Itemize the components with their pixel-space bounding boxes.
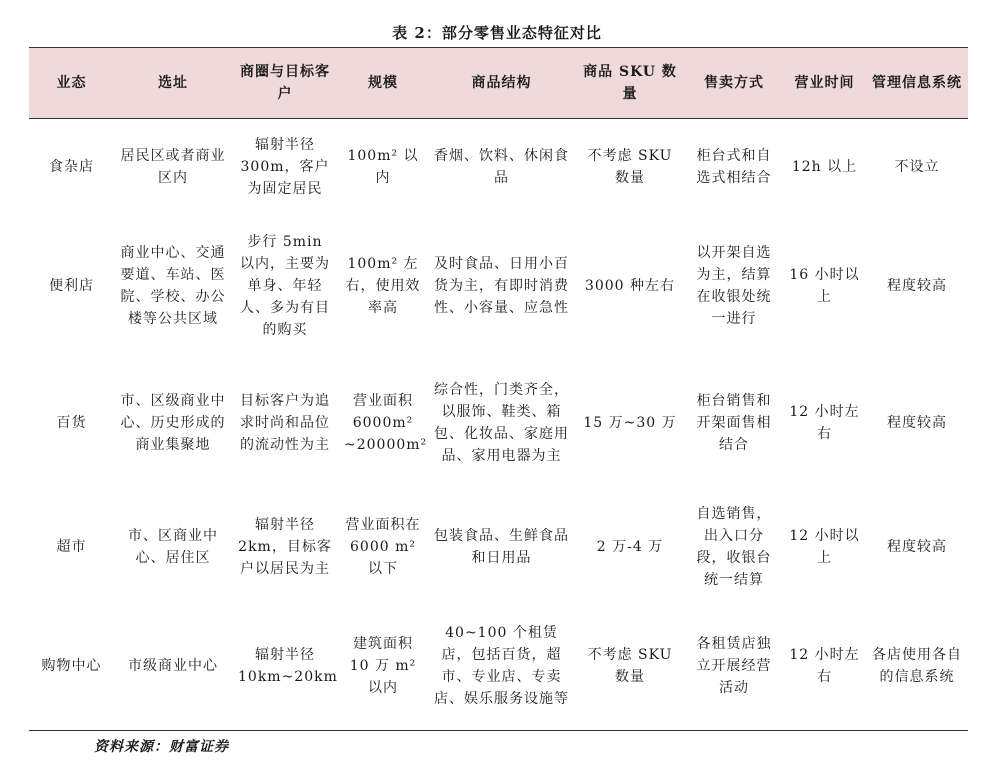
retail-format-table [29, 47, 968, 731]
table-row [29, 603, 968, 731]
cell-products: 包装食品、生鲜食品和日用品 [434, 527, 569, 566]
header-scale: 规模 [338, 48, 428, 119]
cell-mis: 程度较高 [887, 538, 947, 555]
cell-sales-method: 柜台式和自选式相结合 [696, 148, 772, 187]
cell-products: 及时食品、日用小百货为主，有即时消费性、小容量、应急性 [434, 255, 569, 316]
cell-hours: 12 小时以上 [789, 527, 860, 566]
cell-hours: 12h 以上 [791, 159, 858, 176]
cell-sales-method: 以开架自选为主，结算在收银处统一进行 [696, 244, 772, 327]
cell-products: 综合性，门类齐全，以服饰、鞋类、箱包、化妆品、家庭用品、家用电器为主 [434, 382, 569, 464]
table-row [29, 119, 968, 216]
cell-type: 百货 [56, 415, 87, 431]
cell-location: 商业中心、交通要道、车站、医院、学校、办公楼等公共区域 [120, 244, 226, 327]
cell-type: 食杂店 [49, 159, 94, 176]
cell-hours: 16 小时以上 [789, 266, 860, 305]
cell-trade-area: 步行 5min 以内，主要为单身、年轻人、多为有目的购买 [240, 233, 330, 338]
cell-sales-method: 自选销售，出入口分段，收银台统一结算 [696, 505, 772, 588]
cell-sku: 3000 种左右 [584, 277, 676, 294]
cell-scale: 营业面积在 6000 m² 以下 [345, 516, 421, 577]
table-row [29, 356, 968, 491]
cell-trade-area: 辐射半径 300m，客户为固定居民 [240, 137, 330, 198]
cell-type: 购物中心 [29, 603, 114, 731]
table-title: 表 2：部分零售业态特征对比 [392, 24, 602, 42]
cell-products: 40~100 个租赁店，包括百货，超市、专业店、专卖店、娱乐服务设施等 [428, 603, 575, 731]
cell-products: 香烟、饮料、休闲食品 [434, 148, 569, 187]
header-sku: 商品 SKU 数量 [575, 48, 685, 119]
cell-sku: 不考虑 SKU 数量 [587, 148, 673, 187]
cell-scale: 建筑面积 10 万 m² 以内 [338, 603, 428, 731]
header-location: 选址 [114, 48, 232, 119]
cell-scale: 营业面积 6000m² ~20000m² [344, 393, 428, 453]
cell-sku: 2 万-4 万 [596, 538, 664, 555]
cell-mis: 各店使用各自的信息系统 [866, 603, 968, 731]
cell-mis: 程度较高 [887, 277, 947, 294]
cell-type: 便利店 [49, 277, 94, 294]
header-type: 业态 [29, 48, 114, 119]
cell-sales-method: 柜台销售和开架面售相结合 [696, 393, 772, 453]
cell-scale: 100m² 以内 [347, 148, 419, 187]
header-mis: 管理信息系统 [866, 48, 968, 119]
header-sales-method: 售卖方式 [685, 48, 783, 119]
cell-mis: 程度较高 [887, 415, 947, 431]
cell-hours: 12 小时左右 [789, 404, 860, 442]
cell-sales-method: 各租赁店独立开展经营活动 [685, 603, 783, 731]
header-hours: 营业时间 [783, 48, 866, 119]
cell-trade-area: 辐射半径 10km~20km [232, 603, 338, 731]
cell-location: 市、区级商业中心、历史形成的商业集聚地 [120, 393, 226, 453]
header-products: 商品结构 [428, 48, 575, 119]
cell-hours: 12 小时左右 [783, 603, 866, 731]
cell-location: 居民区或者商业区内 [120, 148, 226, 187]
table-row [29, 216, 968, 356]
table-row [29, 491, 968, 603]
cell-type: 超市 [56, 538, 87, 555]
header-trade-area: 商圈与目标客户 [232, 48, 338, 119]
cell-trade-area: 辐射半径 2km，目标客户以居民为主 [238, 516, 332, 577]
cell-trade-area: 目标客户为追求时尚和品位的流动性为主 [240, 393, 330, 453]
cell-location: 市级商业中心 [114, 603, 232, 731]
header-row [29, 48, 968, 119]
cell-sku: 15 万~30 万 [583, 415, 677, 431]
cell-scale: 100m² 左右，使用效率高 [345, 255, 421, 316]
cell-sku: 不考虑 SKU 数量 [575, 603, 685, 731]
cell-location: 市、区商业中心、居住区 [128, 527, 218, 566]
source-note: 资料来源：财富证券 [94, 739, 229, 755]
cell-mis: 不设立 [894, 159, 940, 176]
